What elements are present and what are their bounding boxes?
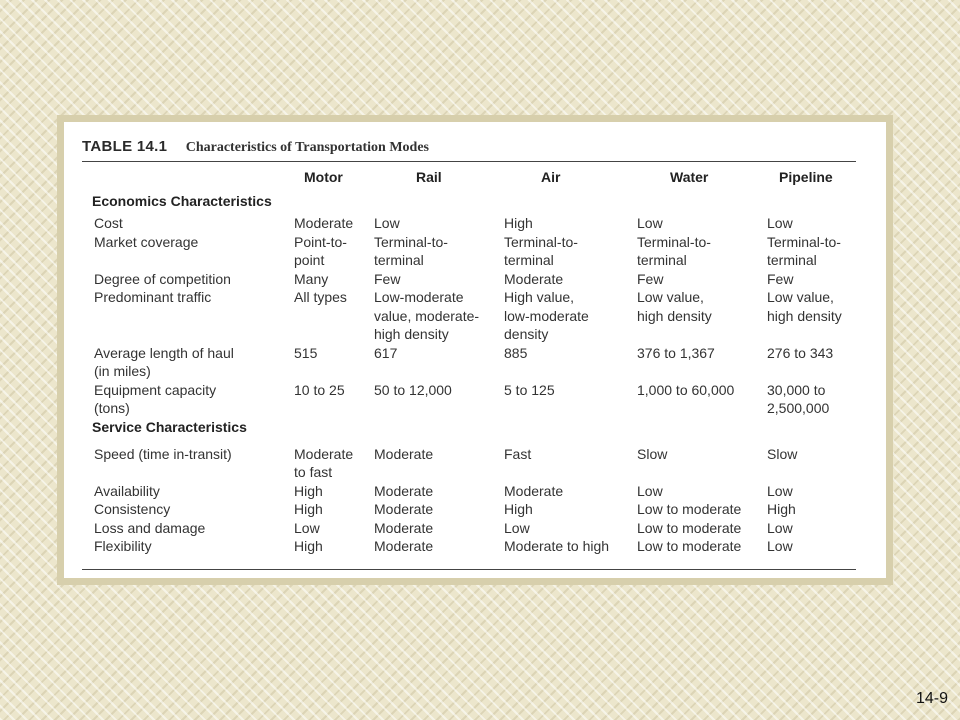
row-label — [92, 214, 294, 233]
cell-line: High — [294, 482, 323, 499]
row-label-line: Degree of competition — [94, 270, 231, 287]
cell-air — [504, 381, 637, 418]
cell-line: Low — [374, 215, 400, 231]
row-label-line: Loss and damage — [94, 519, 206, 536]
cell-line: Low — [767, 538, 793, 554]
cell-motor — [294, 381, 374, 418]
table-title: Characteristics of Transportation Modes — [185, 140, 429, 155]
cell-line: to fast — [294, 464, 333, 480]
cell-line: Moderate — [374, 538, 434, 554]
row-label — [92, 519, 294, 538]
cell-pipeline — [767, 482, 877, 501]
row-label — [92, 500, 294, 519]
cell-line: Moderate — [374, 501, 434, 517]
row-label — [92, 270, 294, 289]
cell-line: Fast — [504, 445, 532, 462]
row-label-line: Availability — [94, 482, 160, 499]
cell-water — [637, 381, 767, 418]
cell-air — [504, 537, 637, 556]
row-label-line: Flexibility — [94, 538, 152, 554]
cell-line: High — [504, 501, 533, 517]
cell-line: High value, — [504, 289, 575, 305]
cell-line: 885 — [504, 344, 528, 361]
cell-line: terminal — [767, 252, 817, 268]
row-label-line: Average length of haul — [94, 344, 234, 361]
row-label-line: Speed (time in-transit) — [94, 445, 232, 462]
row-label — [92, 440, 294, 482]
section-heading-economics: Economics Characteristics — [92, 193, 272, 209]
cell-line: Point-to- — [294, 233, 347, 250]
cell-line: Low value, — [637, 289, 704, 305]
mode-header-water: Water — [670, 169, 709, 185]
cell-line: 2,500,000 — [767, 400, 830, 416]
row-label-line: Consistency — [94, 501, 171, 517]
table-row — [92, 270, 877, 289]
row-label — [92, 344, 294, 381]
cell-air — [504, 519, 637, 538]
mode-header-rail: Rail — [416, 169, 442, 185]
cell-line: Terminal-to- — [504, 233, 578, 250]
row-label-line: Predominant traffic — [94, 289, 212, 305]
row-label-line: Market coverage — [94, 233, 199, 250]
cell-rail — [374, 270, 504, 289]
cell-line: Moderate — [504, 270, 564, 287]
cell-line: 1,000 to 60,000 — [637, 381, 735, 398]
cell-rail — [374, 214, 504, 233]
cell-pipeline — [767, 233, 877, 270]
cell-line: High — [504, 215, 533, 231]
cell-water — [637, 270, 767, 289]
cell-motor — [294, 440, 374, 482]
cell-rail — [374, 537, 504, 556]
cell-line: Low — [767, 215, 793, 231]
cell-line: Moderate — [374, 482, 434, 499]
cell-rail — [374, 381, 504, 418]
cell-line: Moderate — [504, 482, 564, 499]
table-row — [92, 440, 877, 482]
mode-header-motor: Motor — [304, 169, 343, 185]
cell-line: 276 to 343 — [767, 344, 834, 361]
row-label — [92, 381, 294, 418]
cell-line: high density — [767, 307, 842, 324]
cell-line: Low value, — [767, 289, 834, 305]
cell-rail — [374, 440, 504, 482]
cell-air — [504, 214, 637, 233]
cell-air — [504, 344, 637, 381]
row-label-line: (in miles) — [94, 363, 151, 379]
cell-line: Terminal-to- — [637, 233, 711, 250]
cell-line: Low — [637, 215, 663, 231]
cell-line: Moderate — [374, 519, 434, 536]
cell-motor — [294, 344, 374, 381]
cell-line: High — [294, 538, 323, 554]
cell-rail — [374, 344, 504, 381]
cell-line: Few — [374, 270, 401, 287]
cell-line: Few — [637, 270, 664, 287]
table-row — [92, 519, 877, 538]
table-row — [92, 381, 877, 418]
table-row — [92, 288, 877, 344]
row-label — [92, 537, 294, 556]
cell-water — [637, 440, 767, 482]
transportation-modes-table — [92, 168, 877, 556]
cell-water — [637, 519, 767, 538]
cell-line: Terminal-to- — [374, 233, 448, 250]
bottom-rule — [82, 569, 856, 570]
cell-line: Low — [767, 482, 793, 499]
cell-line: Low — [504, 519, 530, 536]
cell-line: 515 — [294, 344, 318, 361]
cell-pipeline — [767, 344, 877, 381]
cell-line: Low — [767, 519, 793, 536]
cell-water — [637, 537, 767, 556]
row-label — [92, 288, 294, 344]
cell-line: Many — [294, 270, 329, 287]
cell-water — [637, 288, 767, 344]
table-row — [92, 537, 877, 556]
table-image-frame — [57, 115, 893, 585]
cell-rail — [374, 519, 504, 538]
cell-line: Slow — [637, 445, 668, 462]
cell-rail — [374, 233, 504, 270]
table-row — [92, 233, 877, 270]
cell-line: 5 to 125 — [504, 381, 555, 398]
cell-pipeline — [767, 381, 877, 418]
header-row — [92, 168, 877, 192]
cell-water — [637, 482, 767, 501]
cell-pipeline — [767, 214, 877, 233]
cell-motor — [294, 233, 374, 270]
top-rule — [82, 161, 856, 162]
cell-line: low-moderate — [504, 307, 589, 324]
cell-line: 617 — [374, 344, 398, 361]
section-heading-service: Service Characteristics — [92, 418, 247, 435]
cell-line: Terminal-to- — [767, 233, 841, 250]
mode-header-pipeline: Pipeline — [779, 169, 833, 185]
cell-pipeline — [767, 288, 877, 344]
cell-motor — [294, 519, 374, 538]
cell-line: 30,000 to — [767, 381, 826, 398]
cell-water — [637, 233, 767, 270]
cell-air — [504, 500, 637, 519]
slide-number: 14-9 — [915, 690, 948, 707]
mode-header-air: Air — [541, 169, 561, 185]
cell-line: Low-moderate — [374, 289, 464, 305]
table-row — [92, 214, 877, 233]
cell-line: Slow — [767, 445, 798, 462]
cell-line: high density — [374, 326, 449, 342]
row-label-line: Equipment capacity — [94, 381, 217, 398]
row-label-line: (tons) — [94, 400, 130, 416]
table-number: TABLE 14.1 — [82, 138, 168, 155]
cell-rail — [374, 500, 504, 519]
cell-line: Low — [637, 482, 663, 499]
cell-rail — [374, 288, 504, 344]
cell-air — [504, 288, 637, 344]
cell-pipeline — [767, 537, 877, 556]
cell-motor — [294, 482, 374, 501]
cell-line: high density — [637, 307, 712, 324]
table-caption — [82, 138, 429, 156]
cell-rail — [374, 482, 504, 501]
cell-line: Low — [294, 519, 320, 536]
cell-pipeline — [767, 440, 877, 482]
cell-line: Few — [767, 270, 794, 287]
cell-line: point — [294, 252, 325, 268]
table-row — [92, 344, 877, 381]
cell-motor — [294, 214, 374, 233]
cell-line: value, moderate- — [374, 307, 480, 324]
cell-line: High — [294, 501, 323, 517]
cell-line: 50 to 12,000 — [374, 381, 452, 398]
cell-line: 376 to 1,367 — [637, 344, 715, 361]
cell-pipeline — [767, 270, 877, 289]
row-label-line: Cost — [94, 215, 123, 231]
cell-motor — [294, 270, 374, 289]
cell-line: Moderate — [294, 445, 354, 462]
cell-motor — [294, 288, 374, 344]
cell-water — [637, 500, 767, 519]
cell-line: terminal — [374, 252, 424, 268]
cell-line: Low to moderate — [637, 519, 742, 536]
table-page — [64, 122, 886, 578]
cell-motor — [294, 500, 374, 519]
cell-line: Moderate — [294, 215, 354, 231]
cell-air — [504, 440, 637, 482]
row-label — [92, 482, 294, 501]
cell-line: All types — [294, 289, 347, 305]
cell-line: Low to moderate — [637, 538, 742, 554]
cell-line: 10 to 25 — [294, 381, 345, 398]
cell-line: Moderate — [374, 445, 434, 462]
cell-line: terminal — [637, 252, 687, 268]
cell-line: Moderate to high — [504, 538, 610, 554]
cell-line: density — [504, 326, 549, 342]
cell-line: terminal — [504, 252, 554, 268]
cell-air — [504, 482, 637, 501]
cell-line: High — [767, 501, 796, 517]
cell-pipeline — [767, 519, 877, 538]
table-row — [92, 482, 877, 501]
cell-air — [504, 233, 637, 270]
cell-line: Low to moderate — [637, 501, 742, 517]
cell-pipeline — [767, 500, 877, 519]
table-row — [92, 500, 877, 519]
cell-water — [637, 344, 767, 381]
row-label — [92, 233, 294, 270]
cell-motor — [294, 537, 374, 556]
cell-air — [504, 270, 637, 289]
cell-water — [637, 214, 767, 233]
